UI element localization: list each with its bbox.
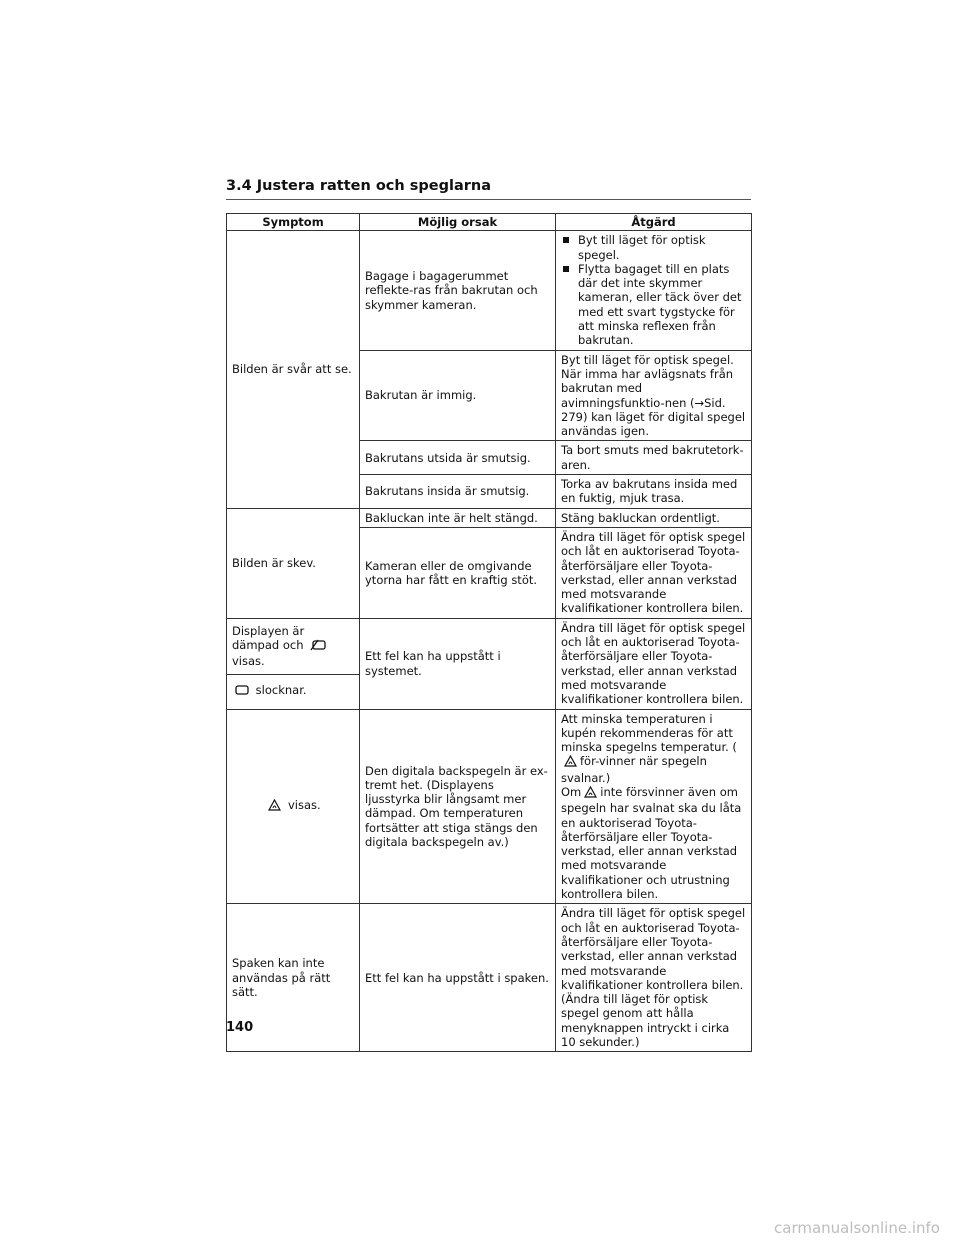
table-row <box>227 618 752 674</box>
watermark: carmanualsonline.info <box>774 1219 940 1237</box>
symptom-cell <box>227 618 360 674</box>
remedy-cell: Torka av bakrutans insida med en fuktig, mjuk trasa. <box>556 475 752 509</box>
remedy-text: för-vinner när spegeln svalnar.) <box>561 754 707 785</box>
mirror-icon <box>235 685 249 699</box>
header-cause: Möjlig orsak <box>360 214 556 231</box>
cause-cell: Bakrutans insida är smutsig. <box>360 475 556 509</box>
remedy-cell: Ta bort smuts med bakrutetork-aren. <box>556 441 752 475</box>
cause-cell: Bagage i bagagerummet reflekte-ras från bakrutan och skymmer kameran. <box>360 231 556 350</box>
symptom-cell: Bilden är svår att se. <box>227 231 360 508</box>
symptom-cell: Bilden är skev. <box>227 508 360 618</box>
cause-cell: Bakluckan inte är helt stängd. <box>360 508 556 527</box>
mirror-slash-icon <box>310 639 326 654</box>
remedy-cell <box>556 231 752 350</box>
symptom-text: slocknar. <box>255 683 307 698</box>
remedy-cell: Ändra till läget för optisk spegel och låt en auktoriserad Toyota-återförsäljare eller Toyota-verkstad, eller annan verkstad med motsvarande kvalifikationer kontrollera bilen. <box>556 527 752 618</box>
symptom-cell <box>227 674 360 709</box>
bullet-item: Byt till läget för optisk spegel. <box>561 233 746 262</box>
cause-cell: Ett fel kan ha uppstått i systemet. <box>360 618 556 709</box>
cause-cell: Ett fel kan ha uppstått i spaken. <box>360 904 556 1052</box>
warning-triangle-icon <box>564 755 577 770</box>
symptom-text: visas. <box>287 798 321 813</box>
title-divider <box>226 199 751 200</box>
header-symptom: Symptom <box>227 214 360 231</box>
remedy-cell: Ändra till läget för optisk spegel och låt en auktoriserad Toyota-återförsäljare eller Toyota-verkstad, eller annan verkstad med motsvarande kvalifikationer kontrollera bilen. (Ändra till läget för optisk spegel genom att hålla menyknappen intryckt i cirka 10 sekunder.) <box>556 904 752 1052</box>
remedy-cell: Ändra till läget för optisk spegel och låt en auktoriserad Toyota-återförsäljare eller Toyota-verkstad, eller annan verkstad med motsvarande kvalifikationer kontrollera bilen. <box>556 618 752 709</box>
page-number: 140 <box>226 1020 254 1035</box>
table-row <box>227 709 752 904</box>
warning-triangle-icon <box>584 786 597 801</box>
cause-cell: Kameran eller de omgivande ytorna har fått en kraftig stöt. <box>360 527 556 618</box>
remedy-text: inte försvinner även om spegeln har svalnat ska du låta en auktoriserad Toyota-återförsäljare eller Toyota-verkstad, eller annan verkstad med motsvarande kvalifikationer och utrustning kontrollera bilen. <box>561 784 742 902</box>
symptom-text: visas. <box>232 654 265 669</box>
remedy-bullet-list <box>561 233 746 347</box>
remedy-text: Om <box>561 784 582 799</box>
warning-triangle-icon <box>268 799 281 814</box>
cause-cell: Bakrutan är immig. <box>360 350 556 441</box>
remedy-text: Att minska temperaturen i kupén rekommenderas för att minska spegelns temperatur. ( <box>561 711 737 755</box>
table-row <box>227 904 752 1052</box>
table-header-row <box>227 214 752 231</box>
troubleshooting-table <box>226 213 752 1052</box>
header-remedy: Åtgärd <box>556 214 752 231</box>
section-title: 3.4 Justera ratten och speglarna <box>226 178 492 194</box>
remedy-cell <box>556 709 752 904</box>
remedy-cell: Byt till läget för optisk spegel. När imma har avlägsnats från bakrutan med avimningsfunktio-nen (→Sid. 279) kan läget för digital spegel användas igen. <box>556 350 752 441</box>
cause-cell: Bakrutans utsida är smutsig. <box>360 441 556 475</box>
symptom-cell <box>227 709 360 904</box>
symptom-text: Displayen är dämpad och <box>232 623 305 653</box>
table-row <box>227 231 752 350</box>
symptom-cell: Spaken kan inte användas på rätt sätt. <box>227 904 360 1052</box>
remedy-cell: Stäng bakluckan ordentligt. <box>556 508 752 527</box>
table-row <box>227 508 752 527</box>
cause-cell: Den digitala backspegeln är ex-tremt het. (Displayens ljusstyrka blir långsamt mer dämpad. Om temperaturen fortsätter att stiga stängs den digitala backspegeln av.) <box>360 709 556 904</box>
bullet-item: Flytta bagaget till en plats där det inte skymmer kameran, eller täck över det med ett svart tygstycke för att minska reflexen från bakrutan. <box>561 262 746 348</box>
